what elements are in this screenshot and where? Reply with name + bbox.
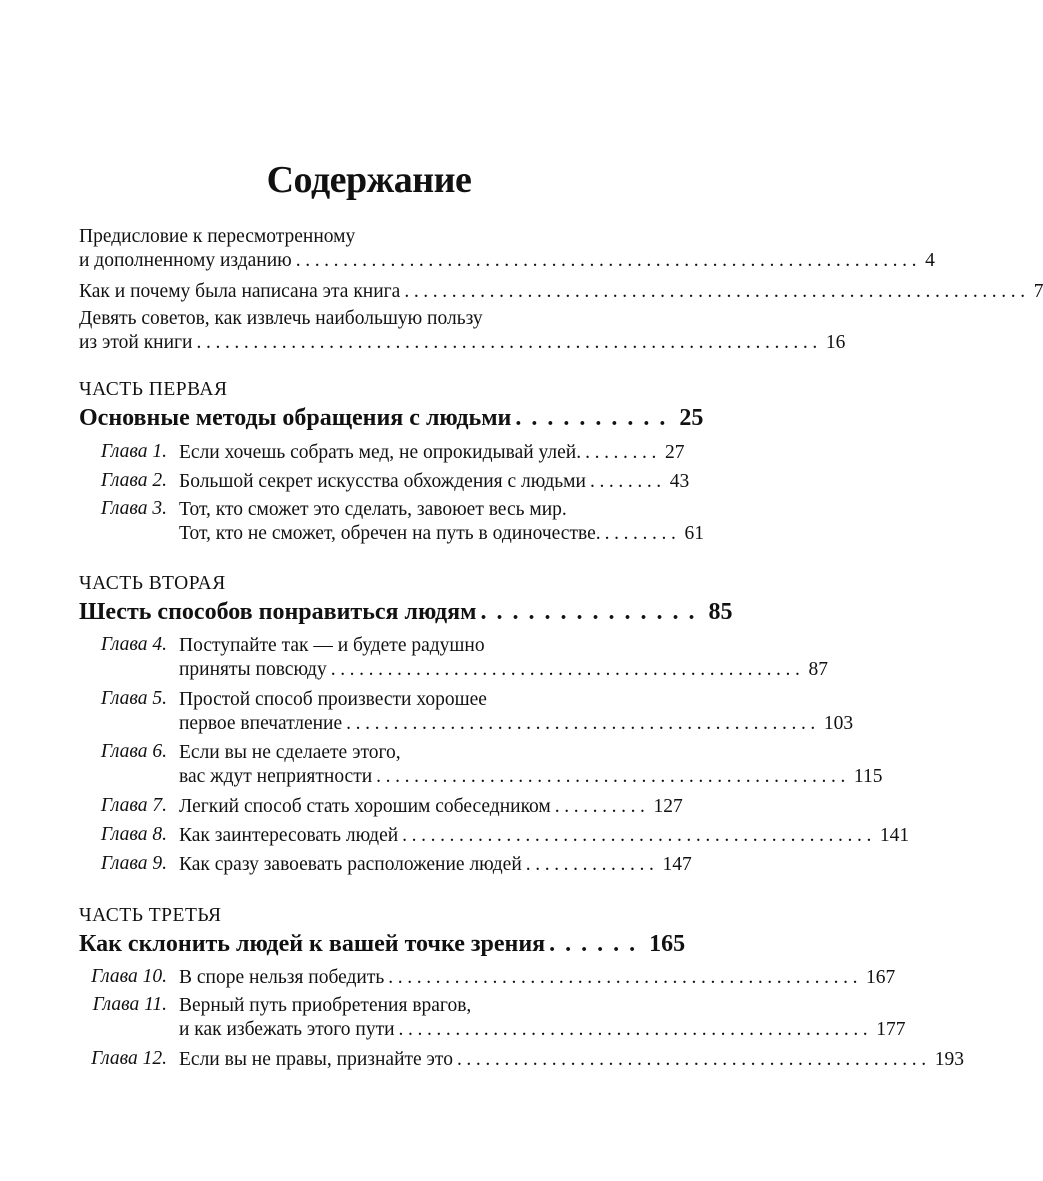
entry-text: Поступайте так — и будете радушно	[179, 635, 485, 656]
chapter-label: Глава 7.	[100, 795, 167, 816]
chapter-entry	[179, 853, 692, 877]
chapter-entry	[179, 741, 883, 789]
chapter-label: Глава 10.	[91, 966, 167, 987]
page-number: 147	[662, 854, 692, 875]
toc-entry-how-why	[79, 280, 1043, 304]
chapter-entry	[179, 795, 683, 819]
entry-text: В споре нельзя победить	[179, 967, 385, 988]
entry-text: и дополненному изданию	[79, 250, 292, 271]
part-label: ЧАСТЬ ВТОРАЯ	[79, 573, 226, 594]
leader-dots: ..................................................	[398, 1019, 873, 1040]
entry-text: Как сразу завоевать расположение людей	[179, 854, 522, 875]
part-page-number: 165	[649, 931, 686, 957]
entry-text: Если вы не сделаете этого,	[179, 742, 401, 763]
chapter-label: Глава 2.	[100, 470, 167, 491]
chapter-entry	[179, 966, 896, 990]
entry-text: Большой секрет искусства обхождения с людьми	[179, 471, 586, 492]
entry-text: и как избежать этого пути	[179, 1019, 395, 1040]
leader-dots: ..................................................................	[295, 250, 922, 271]
leader-dots: ..........	[515, 405, 676, 431]
entry-text: Как заинтересовать людей	[179, 825, 399, 846]
entry-text: Если хочешь собрать мед, не опрокидывай улей.	[179, 442, 582, 463]
page-number: 43	[669, 471, 690, 492]
toc-entry-preface	[79, 225, 935, 273]
chapter-label: Глава 5.	[100, 688, 167, 709]
part-title-text: Как склонить людей к вашей точке зрения	[79, 931, 546, 957]
chapter-entry	[179, 824, 910, 848]
leader-dots: ..............	[480, 599, 705, 625]
leader-dots: ..................................................	[330, 659, 805, 680]
chapter-label: Глава 1.	[100, 441, 167, 462]
entry-text: Девять советов, как извлечь наибольшую пользу	[79, 308, 483, 329]
part-page-number: 85	[708, 599, 733, 625]
entry-text: Тот, кто не сможет, обречен на путь в одиночестве.	[179, 523, 601, 544]
part-page-number: 25	[679, 405, 704, 431]
chapter-label: Глава 11.	[92, 994, 167, 1015]
leader-dots: ..................................................................	[196, 332, 822, 353]
leader-dots: ..................................................	[388, 967, 863, 988]
page-number: 4	[925, 250, 935, 271]
page-number: 7	[1033, 281, 1043, 302]
leader-dots: ........	[585, 442, 661, 463]
part-title	[79, 931, 686, 958]
entry-text: Если вы не правы, признайте это	[179, 1049, 453, 1070]
chapter-entry	[179, 994, 906, 1042]
page-number: 27	[664, 442, 685, 463]
page-number: 115	[853, 766, 883, 787]
leader-dots: ..............	[525, 854, 659, 875]
leader-dots: ..................................................	[346, 713, 820, 734]
part-title-text: Основные методы обращения с людьми	[79, 405, 512, 431]
entry-text: первое впечатление	[179, 713, 343, 734]
chapter-label: Глава 9.	[100, 853, 167, 874]
entry-text: Тот, кто сможет это сделать, завоюет весь мир.	[179, 499, 567, 520]
leader-dots: ..................................................................	[404, 281, 1030, 302]
part-title	[79, 599, 733, 626]
page-number: 16	[825, 332, 846, 353]
toc-entry-nine-tips	[79, 307, 846, 355]
leader-dots: ........	[604, 523, 681, 544]
entry-text: вас ждут неприятности	[179, 766, 373, 787]
page-number: 87	[808, 659, 828, 680]
page-number: 193	[934, 1049, 964, 1070]
page-title: Содержание	[266, 159, 472, 201]
chapter-entry	[179, 634, 828, 682]
page-number: 177	[876, 1019, 906, 1040]
leader-dots: ..................................................	[402, 825, 876, 846]
page-number: 167	[866, 967, 896, 988]
part-label: ЧАСТЬ ПЕРВАЯ	[79, 379, 228, 400]
chapter-entry	[179, 1048, 964, 1072]
chapter-label: Глава 4.	[100, 634, 167, 655]
chapter-label: Глава 6.	[100, 741, 167, 762]
chapter-entry	[179, 470, 690, 494]
page-number: 127	[653, 796, 683, 817]
part-title	[79, 405, 704, 432]
entry-text: Предисловие к пересмотренному	[79, 226, 356, 247]
entry-text: Легкий способ стать хорошим собеседником	[179, 796, 551, 817]
entry-text: Как и почему была написана эта книга	[79, 281, 401, 302]
entry-text: из этой книги	[79, 332, 193, 353]
entry-text: Простой способ произвести хорошее	[179, 689, 487, 710]
page-number: 103	[823, 713, 854, 734]
chapter-entry	[179, 498, 704, 546]
chapter-entry	[179, 688, 854, 736]
entry-text: Верный путь приобретения врагов,	[179, 995, 472, 1016]
page-number: 61	[684, 523, 704, 544]
part-title-text: Шесть способов понравиться людям	[79, 599, 477, 625]
chapter-label: Глава 12.	[91, 1048, 167, 1069]
leader-dots: ........	[589, 471, 666, 492]
chapter-label: Глава 8.	[100, 824, 167, 845]
chapter-entry	[179, 441, 685, 465]
page-number: 141	[879, 825, 910, 846]
leader-dots: ......	[549, 931, 646, 957]
leader-dots: ..................................................	[376, 766, 850, 787]
part-label: ЧАСТЬ ТРЕТЬЯ	[79, 905, 222, 926]
leader-dots: ..................................................	[456, 1049, 931, 1070]
chapter-label: Глава 3.	[100, 498, 167, 519]
entry-text: приняты повсюду	[179, 659, 327, 680]
leader-dots: ..........	[554, 796, 650, 817]
